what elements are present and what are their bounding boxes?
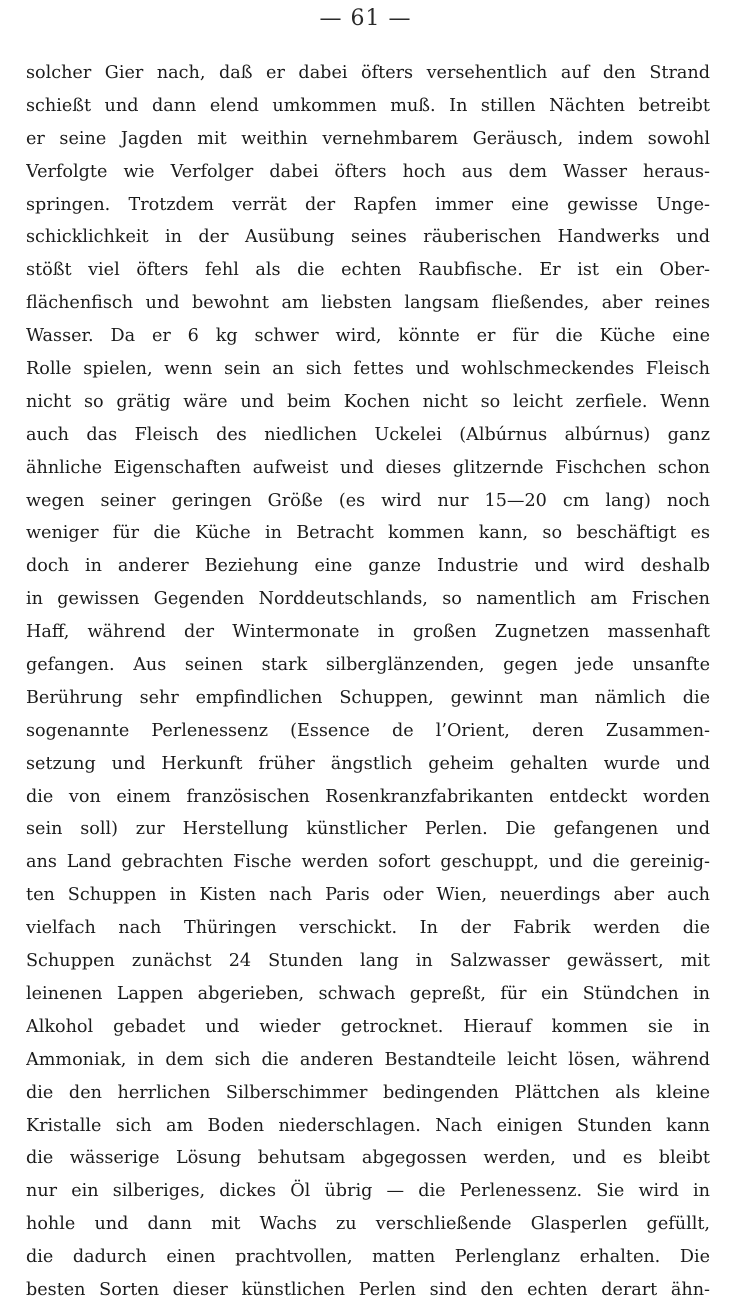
- text-line: auch das Fleisch des niedlichen Uckelei (Albúrnus albúrnus) ganz: [26, 424, 710, 445]
- text-line: besten Sorten dieser künstlichen Perlen sind den echten derart ähn-: [26, 1279, 710, 1300]
- text-line: vielfach nach Thüringen verschickt. In der Fabrik werden die: [26, 918, 710, 939]
- text-line: nicht so grätig wäre und beim Kochen nicht so leicht zerfiele. Wenn: [26, 391, 710, 412]
- text-line: in gewissen Gegenden Norddeutschlands, so namentlich am Frischen: [26, 589, 710, 610]
- text-line: sein soll) zur Herstellung künstlicher Perlen. Die gefangenen und: [26, 819, 710, 840]
- text-line: schicklichkeit in der Ausübung seines räuberischen Handwerks und: [26, 227, 710, 248]
- text-line: gefangen. Aus seinen stark silberglänzenden, gegen jede unsanfte: [26, 655, 710, 676]
- text-line: Alkohol gebadet und wieder getrocknet. Hierauf kommen sie in: [26, 1016, 710, 1037]
- text-line: Berührung sehr empfindlichen Schuppen, gewinnt man nämlich die: [26, 687, 710, 708]
- text-line: leinenen Lappen abgerieben, schwach gepreßt, für ein Stündchen in: [26, 983, 710, 1004]
- text-line: doch in anderer Beziehung eine ganze Industrie und wird deshalb: [26, 556, 710, 577]
- text-line: Ammoniak, in dem sich die anderen Bestandteile leicht lösen, während: [26, 1049, 710, 1070]
- text-line: nur ein silberiges, dickes Öl übrig — die Perlenessenz. Sie wird in: [26, 1181, 710, 1202]
- text-line: Haff, während der Wintermonate in großen Zugnetzen massenhaft: [26, 622, 710, 643]
- text-line: ähnliche Eigenschaften aufweist und dieses glitzernde Fischchen schon: [26, 457, 710, 478]
- text-line: sogenannte Perlenessenz (Essence de l’Orient, deren Zusammen-: [26, 720, 710, 741]
- text-line: Verfolgte wie Verfolger dabei öfters hoch aus dem Wasser heraus-: [26, 161, 710, 182]
- text-line: die von einem französischen Rosenkranzfabrikanten entdeckt worden: [26, 786, 710, 807]
- text-line: Schuppen zunächst 24 Stunden lang in Salzwasser gewässert, mit: [26, 951, 710, 972]
- text-line: springen. Trotzdem verrät der Rapfen immer eine gewisse Unge-: [26, 194, 710, 215]
- text-line: er seine Jagden mit weithin vernehmbarem Geräusch, indem sowohl: [26, 128, 710, 149]
- text-line: solcher Gier nach, daß er dabei öfters versehentlich auf den Strand: [26, 63, 710, 83]
- page-number: — 61 —: [319, 6, 412, 31]
- text-line: flächenfisch und bewohnt am liebsten langsam fließendes, aber reines: [26, 293, 710, 314]
- text-line: ten Schuppen in Kisten nach Paris oder Wien, neuerdings aber auch: [26, 885, 710, 906]
- text-line: Rolle spielen, wenn sein an sich fettes und wohlschmeckendes Fleisch: [26, 359, 710, 380]
- body-text: [26, 57, 710, 1307]
- text-line: weniger für die Küche in Betracht kommen kann, so beschäftigt es: [26, 523, 710, 544]
- text-line: schießt und dann elend umkommen muß. In stillen Nächten betreibt: [26, 95, 710, 116]
- text-line: Kristalle sich am Boden niederschlagen. Nach einigen Stunden kann: [26, 1115, 710, 1136]
- text-line: die dadurch einen prachtvollen, matten Perlenglanz erhalten. Die: [26, 1247, 710, 1268]
- text-line: wegen seiner geringen Größe (es wird nur 15—20 cm lang) noch: [26, 490, 710, 511]
- text-line: die wässerige Lösung behutsam abgegossen werden, und es bleibt: [26, 1148, 710, 1169]
- text-line: Wasser. Da er 6 kg schwer wird, könnte er für die Küche eine: [26, 326, 710, 347]
- text-line: hohle und dann mit Wachs zu verschließende Glasperlen gefüllt,: [26, 1214, 710, 1235]
- text-line: ans Land gebrachten Fische werden sofort geschuppt, und die gereinig-: [26, 852, 710, 873]
- text-line: setzung und Herkunft früher ängstlich geheim gehalten wurde und: [26, 753, 710, 774]
- text-line: stößt viel öfters fehl als die echten Raubfische. Er ist ein Ober-: [26, 260, 710, 281]
- text-line: die den herrlichen Silberschimmer bedingenden Plättchen als kleine: [26, 1082, 710, 1103]
